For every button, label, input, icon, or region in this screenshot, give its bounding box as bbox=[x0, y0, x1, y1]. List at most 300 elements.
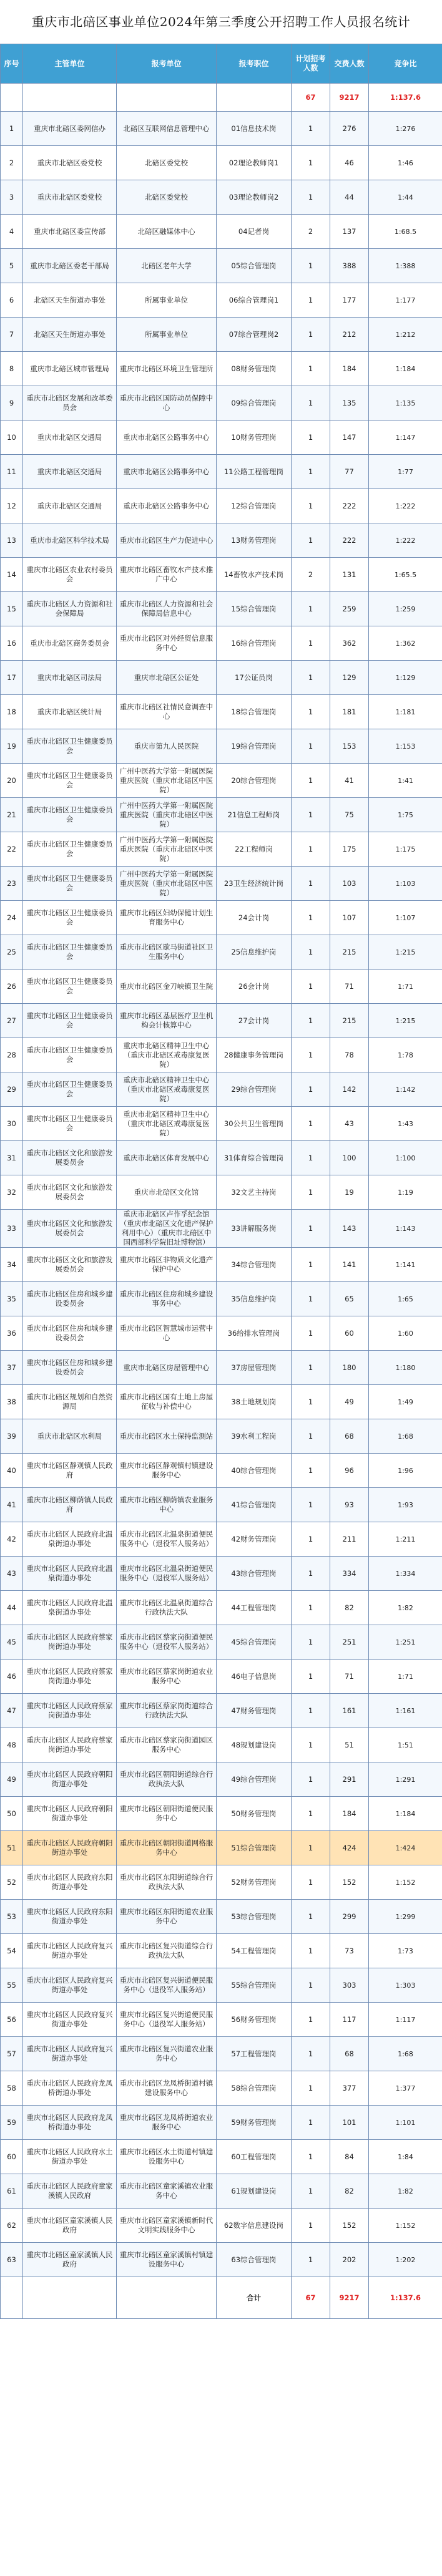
cell-post: 55综合管理岗 bbox=[217, 1968, 292, 2003]
cell-unit: 重庆市北碚区房屋管理中心 bbox=[117, 1351, 217, 1385]
cell-post: 39水利工程岗 bbox=[217, 1419, 292, 1454]
cell-plan: 1 bbox=[292, 2243, 330, 2277]
table-row bbox=[1, 1282, 442, 1316]
cell-plan: 1 bbox=[292, 2209, 330, 2243]
cell-seq: 44 bbox=[1, 1591, 23, 1625]
cell-unit: 重庆市北碚区复兴街道便民服务中心（退役军人服务站） bbox=[117, 1968, 217, 2003]
cell-seq: 58 bbox=[1, 2071, 23, 2106]
cell-dept: 重庆市北碚区柳荫镇人民政府 bbox=[23, 1488, 117, 1522]
total-plan: 67 bbox=[292, 2277, 330, 2319]
cell-ratio: 1:51 bbox=[369, 1728, 442, 1762]
cell-post: 15综合管理岗 bbox=[217, 592, 292, 626]
cell-plan: 1 bbox=[292, 455, 330, 489]
cell-ratio: 1:299 bbox=[369, 1900, 442, 1934]
cell-ratio: 1:177 bbox=[369, 283, 442, 318]
table-row bbox=[1, 1694, 442, 1728]
cell-paid: 43 bbox=[330, 1107, 369, 1141]
cell-seq: 54 bbox=[1, 1934, 23, 1968]
total-ratio: 1:137.6 bbox=[369, 2277, 442, 2319]
table-row bbox=[1, 1934, 442, 1968]
cell-dept: 重庆市北碚区人民政府朝阳街道办事处 bbox=[23, 1831, 117, 1865]
cell-seq: 38 bbox=[1, 1385, 23, 1419]
cell-ratio: 1:175 bbox=[369, 832, 442, 867]
cell-unit: 重庆市北碚区生产力促进中心 bbox=[117, 523, 217, 558]
cell-post: 44工程管理岗 bbox=[217, 1591, 292, 1625]
cell-post: 40综合管理岗 bbox=[217, 1454, 292, 1488]
cell-unit: 重庆市北碚区水土街道村镇建设服务中心 bbox=[117, 2140, 217, 2174]
table-row bbox=[1, 1660, 442, 1694]
cell-dept: 重庆市北碚区人民政府龙凤桥街道办事处 bbox=[23, 2106, 117, 2140]
cell-ratio: 1:82 bbox=[369, 1591, 442, 1625]
cell-unit: 重庆市北碚区文化馆 bbox=[117, 1175, 217, 1210]
cell-unit: 重庆市北碚区北温泉街道便民服务中心（退役军人服务站） bbox=[117, 1522, 217, 1557]
cell-post: 14畜牧水产技术岗 bbox=[217, 558, 292, 592]
cell-paid: 100 bbox=[330, 1141, 369, 1175]
cell-dept: 重庆市北碚区统计局 bbox=[23, 695, 117, 729]
cell-ratio: 1:84 bbox=[369, 2140, 442, 2174]
cell-paid: 180 bbox=[330, 1351, 369, 1385]
cell-paid: 135 bbox=[330, 386, 369, 420]
cell-dept: 北碚区天生街道办事处 bbox=[23, 283, 117, 318]
registration-table bbox=[0, 44, 442, 2319]
cell-unit: 所属事业单位 bbox=[117, 318, 217, 352]
cell-unit: 北碚区委党校 bbox=[117, 180, 217, 215]
header-unit: 报考单位 bbox=[117, 44, 217, 84]
cell-unit: 重庆市北碚区朝阳街道综合行政执法大队 bbox=[117, 1762, 217, 1797]
table-row bbox=[1, 558, 442, 592]
cell-dept: 重庆市北碚区委网信办 bbox=[23, 112, 117, 146]
cell-unit: 重庆市北碚区蔡家岗街道园区服务中心 bbox=[117, 1728, 217, 1762]
cell-post: 37房屋管理岗 bbox=[217, 1351, 292, 1385]
cell-dept: 重庆市北碚区住房和城乡建设委员会 bbox=[23, 1282, 117, 1316]
cell-unit: 重庆市北碚区住房和城乡建设事务中心 bbox=[117, 1282, 217, 1316]
cell-post: 17公证员岗 bbox=[217, 661, 292, 695]
cell-seq: 7 bbox=[1, 318, 23, 352]
cell-unit: 重庆市北碚区妇幼保健计划生育服务中心 bbox=[117, 901, 217, 935]
cell-ratio: 1:184 bbox=[369, 1797, 442, 1831]
cell-ratio: 1:141 bbox=[369, 1248, 442, 1282]
cell-unit: 重庆市北碚区龙凤桥街道农业服务中心 bbox=[117, 2106, 217, 2140]
cell-seq: 28 bbox=[1, 1038, 23, 1072]
cell-ratio: 1:68 bbox=[369, 1419, 442, 1454]
cell-unit: 重庆市北碚区人力资源和社会保障局信息中心 bbox=[117, 592, 217, 626]
cell-post: 45综合管理岗 bbox=[217, 1625, 292, 1660]
table-row bbox=[1, 661, 442, 695]
cell-post: 63综合管理岗 bbox=[217, 2243, 292, 2277]
cell-plan: 1 bbox=[292, 901, 330, 935]
cell-paid: 82 bbox=[330, 2174, 369, 2209]
cell-post: 07综合管理岗2 bbox=[217, 318, 292, 352]
cell-plan: 1 bbox=[292, 1107, 330, 1141]
cell-ratio: 1:43 bbox=[369, 1107, 442, 1141]
cell-unit: 重庆市北碚区童家溪镇新时代文明实践服务中心 bbox=[117, 2209, 217, 2243]
table-row bbox=[1, 2140, 442, 2174]
cell-post: 46电子信息岗 bbox=[217, 1660, 292, 1694]
cell-post: 57工程管理岗 bbox=[217, 2037, 292, 2071]
cell-post: 35信息维护岗 bbox=[217, 1282, 292, 1316]
table-row bbox=[1, 970, 442, 1004]
cell-dept: 重庆市北碚区商务委员会 bbox=[23, 626, 117, 661]
cell-unit: 重庆市北碚区复兴街道农业服务中心 bbox=[117, 2037, 217, 2071]
cell-dept: 重庆市北碚区人民政府朝阳街道办事处 bbox=[23, 1797, 117, 1831]
cell-seq: 60 bbox=[1, 2140, 23, 2174]
cell-ratio: 1:73 bbox=[369, 1934, 442, 1968]
cell-paid: 259 bbox=[330, 592, 369, 626]
header-ratio: 竞争比 bbox=[369, 44, 442, 84]
cell-paid: 77 bbox=[330, 455, 369, 489]
cell-ratio: 1:135 bbox=[369, 386, 442, 420]
cell-seq: 37 bbox=[1, 1351, 23, 1385]
cell-ratio: 1:68.5 bbox=[369, 215, 442, 249]
table-row bbox=[1, 1591, 442, 1625]
cell-unit: 北碚区融媒体中心 bbox=[117, 215, 217, 249]
cell-seq: 19 bbox=[1, 729, 23, 764]
cell-unit: 重庆市北碚区公路事务中心 bbox=[117, 455, 217, 489]
table-row bbox=[1, 1488, 442, 1522]
cell-ratio: 1:291 bbox=[369, 1762, 442, 1797]
cell-unit: 重庆市北碚区体育发展中心 bbox=[117, 1141, 217, 1175]
cell-dept: 重庆市北碚区人民政府北温泉街道办事处 bbox=[23, 1591, 117, 1625]
cell-paid: 46 bbox=[330, 146, 369, 180]
cell-post: 56财务管理岗 bbox=[217, 2003, 292, 2037]
cell-plan: 1 bbox=[292, 1522, 330, 1557]
table-row bbox=[1, 626, 442, 661]
cell-paid: 73 bbox=[330, 1934, 369, 1968]
cell-seq: 9 bbox=[1, 386, 23, 420]
cell-unit: 重庆市北碚区非物质文化遗产保护中心 bbox=[117, 1248, 217, 1282]
cell-ratio: 1:129 bbox=[369, 661, 442, 695]
cell-ratio: 1:211 bbox=[369, 1522, 442, 1557]
cell-unit: 广州中医药大学第一附属医院重庆医院（重庆市北碚区中医院） bbox=[117, 867, 217, 901]
cell-ratio: 1:117 bbox=[369, 2003, 442, 2037]
cell-plan: 1 bbox=[292, 249, 330, 283]
cell-unit: 广州中医药大学第一附属医院重庆医院（重庆市北碚区中医院） bbox=[117, 764, 217, 798]
cell-ratio: 1:215 bbox=[369, 1004, 442, 1038]
cell-paid: 152 bbox=[330, 1865, 369, 1900]
cell-seq: 61 bbox=[1, 2174, 23, 2209]
cell-plan: 1 bbox=[292, 832, 330, 867]
cell-dept: 重庆市北碚区卫生健康委员会 bbox=[23, 867, 117, 901]
cell-seq: 10 bbox=[1, 420, 23, 455]
cell-seq: 4 bbox=[1, 215, 23, 249]
cell-paid: 129 bbox=[330, 661, 369, 695]
cell-dept: 重庆市北碚区人民政府蔡家岗街道办事处 bbox=[23, 1694, 117, 1728]
table-row bbox=[1, 2243, 442, 2277]
table-row bbox=[1, 2037, 442, 2071]
table-row bbox=[1, 592, 442, 626]
cell-seq: 8 bbox=[1, 352, 23, 386]
summary-ratio: 1:137.6 bbox=[369, 84, 442, 112]
cell-paid: 68 bbox=[330, 2037, 369, 2071]
cell-dept: 重庆市北碚区交通局 bbox=[23, 455, 117, 489]
cell-paid: 161 bbox=[330, 1694, 369, 1728]
cell-seq: 46 bbox=[1, 1660, 23, 1694]
cell-post: 59财务管理岗 bbox=[217, 2106, 292, 2140]
summary-empty-dept bbox=[23, 84, 117, 112]
cell-ratio: 1:215 bbox=[369, 935, 442, 970]
cell-paid: 142 bbox=[330, 1072, 369, 1107]
cell-dept: 重庆市北碚区人民政府童家溪镇人民政府 bbox=[23, 2174, 117, 2209]
table-row bbox=[1, 1004, 442, 1038]
cell-post: 38土地规划岗 bbox=[217, 1385, 292, 1419]
cell-plan: 1 bbox=[292, 695, 330, 729]
cell-dept: 重庆市北碚区人民政府复兴街道办事处 bbox=[23, 1934, 117, 1968]
cell-seq: 63 bbox=[1, 2243, 23, 2277]
cell-plan: 1 bbox=[292, 729, 330, 764]
cell-seq: 50 bbox=[1, 1797, 23, 1831]
cell-plan: 1 bbox=[292, 1038, 330, 1072]
cell-post: 08财务管理岗 bbox=[217, 352, 292, 386]
cell-ratio: 1:46 bbox=[369, 146, 442, 180]
cell-ratio: 1:202 bbox=[369, 2243, 442, 2277]
cell-plan: 1 bbox=[292, 1728, 330, 1762]
cell-plan: 1 bbox=[292, 1968, 330, 2003]
cell-plan: 1 bbox=[292, 352, 330, 386]
page-title: 重庆市北碚区事业单位2024年第三季度公开招聘工作人员报名统计 bbox=[31, 14, 411, 29]
table-row bbox=[1, 180, 442, 215]
cell-ratio: 1:143 bbox=[369, 1210, 442, 1248]
cell-paid: 424 bbox=[330, 1831, 369, 1865]
cell-plan: 1 bbox=[292, 798, 330, 832]
cell-ratio: 1:103 bbox=[369, 867, 442, 901]
total-empty-unit bbox=[117, 2277, 217, 2319]
cell-paid: 215 bbox=[330, 1004, 369, 1038]
cell-ratio: 1:60 bbox=[369, 1316, 442, 1351]
cell-dept: 重庆市北碚区人民政府蔡家岗街道办事处 bbox=[23, 1728, 117, 1762]
cell-plan: 1 bbox=[292, 318, 330, 352]
cell-seq: 40 bbox=[1, 1454, 23, 1488]
cell-dept: 重庆市北碚区静观镇人民政府 bbox=[23, 1454, 117, 1488]
cell-ratio: 1:41 bbox=[369, 764, 442, 798]
cell-post: 62数字信息建设岗 bbox=[217, 2209, 292, 2243]
cell-ratio: 1:362 bbox=[369, 626, 442, 661]
summary-row bbox=[1, 84, 442, 112]
cell-seq: 49 bbox=[1, 1762, 23, 1797]
cell-dept: 重庆市北碚区卫生健康委员会 bbox=[23, 1107, 117, 1141]
cell-plan: 1 bbox=[292, 2037, 330, 2071]
cell-post: 23卫生经济统计岗 bbox=[217, 867, 292, 901]
cell-plan: 1 bbox=[292, 1660, 330, 1694]
cell-plan: 2 bbox=[292, 215, 330, 249]
table-row bbox=[1, 249, 442, 283]
cell-unit: 重庆市北碚区环境卫生管理所 bbox=[117, 352, 217, 386]
cell-post: 34综合管理岗 bbox=[217, 1248, 292, 1282]
table-row bbox=[1, 1072, 442, 1107]
cell-post: 05综合管理岗 bbox=[217, 249, 292, 283]
cell-paid: 299 bbox=[330, 1900, 369, 1934]
cell-seq: 12 bbox=[1, 489, 23, 523]
cell-unit: 重庆市北碚区蔡家岗街道便民服务中心（退役军人服务站） bbox=[117, 1625, 217, 1660]
cell-plan: 1 bbox=[292, 420, 330, 455]
cell-post: 21信息工程师岗 bbox=[217, 798, 292, 832]
cell-post: 22工程师岗 bbox=[217, 832, 292, 867]
cell-ratio: 1:68 bbox=[369, 2037, 442, 2071]
cell-ratio: 1:303 bbox=[369, 1968, 442, 2003]
cell-ratio: 1:222 bbox=[369, 489, 442, 523]
cell-plan: 1 bbox=[292, 1282, 330, 1316]
table-row bbox=[1, 1728, 442, 1762]
cell-dept: 重庆市北碚区司法局 bbox=[23, 661, 117, 695]
cell-unit: 重庆市北碚区公证处 bbox=[117, 661, 217, 695]
cell-dept: 重庆市北碚区人民政府复兴街道办事处 bbox=[23, 1968, 117, 2003]
table-row bbox=[1, 420, 442, 455]
cell-ratio: 1:334 bbox=[369, 1557, 442, 1591]
cell-unit: 重庆市北碚区蔡家岗街道农业服务中心 bbox=[117, 1660, 217, 1694]
cell-paid: 181 bbox=[330, 695, 369, 729]
cell-post: 60工程管理岗 bbox=[217, 2140, 292, 2174]
cell-unit: 北碚区老年大学 bbox=[117, 249, 217, 283]
cell-plan: 1 bbox=[292, 146, 330, 180]
cell-paid: 84 bbox=[330, 2140, 369, 2174]
cell-paid: 153 bbox=[330, 729, 369, 764]
cell-seq: 41 bbox=[1, 1488, 23, 1522]
total-empty-dept bbox=[23, 2277, 117, 2319]
cell-seq: 5 bbox=[1, 249, 23, 283]
cell-ratio: 1:147 bbox=[369, 420, 442, 455]
table-row bbox=[1, 1107, 442, 1141]
table-row bbox=[1, 489, 442, 523]
cell-seq: 26 bbox=[1, 970, 23, 1004]
cell-post: 16综合管理岗 bbox=[217, 626, 292, 661]
cell-plan: 1 bbox=[292, 112, 330, 146]
cell-seq: 57 bbox=[1, 2037, 23, 2071]
cell-plan: 1 bbox=[292, 180, 330, 215]
table-row bbox=[1, 2003, 442, 2037]
table-row bbox=[1, 764, 442, 798]
cell-plan: 1 bbox=[292, 935, 330, 970]
table-row bbox=[1, 1210, 442, 1248]
table-row bbox=[1, 2209, 442, 2243]
cell-post: 53综合管理岗 bbox=[217, 1900, 292, 1934]
cell-seq: 42 bbox=[1, 1522, 23, 1557]
cell-ratio: 1:377 bbox=[369, 2071, 442, 2106]
cell-paid: 362 bbox=[330, 626, 369, 661]
cell-post: 10财务管理岗 bbox=[217, 420, 292, 455]
cell-paid: 19 bbox=[330, 1175, 369, 1210]
cell-post: 33讲解服务岗 bbox=[217, 1210, 292, 1248]
header-post: 报考职位 bbox=[217, 44, 292, 84]
cell-unit: 重庆市北碚区智慧城市运营中心 bbox=[117, 1316, 217, 1351]
cell-plan: 1 bbox=[292, 1351, 330, 1385]
cell-ratio: 1:107 bbox=[369, 901, 442, 935]
cell-seq: 32 bbox=[1, 1175, 23, 1210]
cell-post: 28健康事务管理岗 bbox=[217, 1038, 292, 1072]
cell-ratio: 1:96 bbox=[369, 1454, 442, 1488]
table-row bbox=[1, 1175, 442, 1210]
cell-plan: 1 bbox=[292, 1072, 330, 1107]
table-row bbox=[1, 1385, 442, 1419]
cell-post: 13财务管理岗 bbox=[217, 523, 292, 558]
cell-post: 02理论教师岗1 bbox=[217, 146, 292, 180]
cell-ratio: 1:161 bbox=[369, 1694, 442, 1728]
table-row bbox=[1, 283, 442, 318]
cell-paid: 291 bbox=[330, 1762, 369, 1797]
table-row bbox=[1, 1557, 442, 1591]
cell-ratio: 1:259 bbox=[369, 592, 442, 626]
cell-plan: 1 bbox=[292, 1762, 330, 1797]
table-row bbox=[1, 146, 442, 180]
table-row bbox=[1, 1419, 442, 1454]
cell-ratio: 1:424 bbox=[369, 1831, 442, 1865]
total-paid: 9217 bbox=[330, 2277, 369, 2319]
cell-dept: 重庆市北碚区人民政府蔡家岗街道办事处 bbox=[23, 1625, 117, 1660]
cell-plan: 1 bbox=[292, 867, 330, 901]
cell-post: 32文艺主持岗 bbox=[217, 1175, 292, 1210]
table-row bbox=[1, 1968, 442, 2003]
cell-ratio: 1:222 bbox=[369, 523, 442, 558]
cell-unit: 重庆市北碚区朝阳街道便民服务中心 bbox=[117, 1797, 217, 1831]
cell-plan: 1 bbox=[292, 1488, 330, 1522]
table-row bbox=[1, 386, 442, 420]
cell-dept: 重庆市北碚区农业农村委员会 bbox=[23, 558, 117, 592]
table-row bbox=[1, 523, 442, 558]
cell-dept: 重庆市北碚区住房和城乡建设委员会 bbox=[23, 1316, 117, 1351]
cell-paid: 177 bbox=[330, 283, 369, 318]
cell-seq: 36 bbox=[1, 1316, 23, 1351]
cell-seq: 23 bbox=[1, 867, 23, 901]
cell-ratio: 1:100 bbox=[369, 1141, 442, 1175]
table-row bbox=[1, 1522, 442, 1557]
table-row bbox=[1, 1831, 442, 1865]
cell-paid: 137 bbox=[330, 215, 369, 249]
cell-seq: 47 bbox=[1, 1694, 23, 1728]
cell-seq: 13 bbox=[1, 523, 23, 558]
cell-seq: 33 bbox=[1, 1210, 23, 1248]
cell-unit: 重庆市北碚区精神卫生中心（重庆市北碚区戒毒康复医院） bbox=[117, 1107, 217, 1141]
cell-ratio: 1:71 bbox=[369, 1660, 442, 1694]
cell-plan: 1 bbox=[292, 1419, 330, 1454]
cell-plan: 2 bbox=[292, 558, 330, 592]
cell-unit: 广州中医药大学第一附属医院重庆医院（重庆市北碚区中医院） bbox=[117, 832, 217, 867]
cell-plan: 1 bbox=[292, 970, 330, 1004]
cell-paid: 202 bbox=[330, 2243, 369, 2277]
cell-unit: 广州中医药大学第一附属医院重庆医院（重庆市北碚区中医院） bbox=[117, 798, 217, 832]
cell-ratio: 1:180 bbox=[369, 1351, 442, 1385]
cell-plan: 1 bbox=[292, 1694, 330, 1728]
cell-paid: 175 bbox=[330, 832, 369, 867]
cell-unit: 重庆市北碚区精神卫生中心（重庆市北碚区戒毒康复医院） bbox=[117, 1072, 217, 1107]
cell-seq: 35 bbox=[1, 1282, 23, 1316]
cell-ratio: 1:212 bbox=[369, 318, 442, 352]
cell-unit: 重庆市北碚区童家溪镇农业服务中心 bbox=[117, 2174, 217, 2209]
total-label: 合计 bbox=[217, 2277, 292, 2319]
cell-seq: 22 bbox=[1, 832, 23, 867]
cell-post: 31体育综合管理岗 bbox=[217, 1141, 292, 1175]
cell-plan: 1 bbox=[292, 1141, 330, 1175]
table-row bbox=[1, 1900, 442, 1934]
cell-post: 41综合管理岗 bbox=[217, 1488, 292, 1522]
cell-unit: 重庆市北碚区歇马街道社区卫生服务中心 bbox=[117, 935, 217, 970]
cell-plan: 1 bbox=[292, 2071, 330, 2106]
cell-plan: 1 bbox=[292, 1248, 330, 1282]
cell-paid: 117 bbox=[330, 2003, 369, 2037]
cell-dept: 重庆市北碚区文化和旅游发展委员会 bbox=[23, 1210, 117, 1248]
cell-plan: 1 bbox=[292, 1865, 330, 1900]
cell-dept: 重庆市北碚区人民政府龙凤桥街道办事处 bbox=[23, 2071, 117, 2106]
cell-post: 58综合管理岗 bbox=[217, 2071, 292, 2106]
cell-paid: 276 bbox=[330, 112, 369, 146]
cell-plan: 1 bbox=[292, 1385, 330, 1419]
cell-paid: 75 bbox=[330, 798, 369, 832]
cell-unit: 重庆市北碚区北温泉街道综合行政执法大队 bbox=[117, 1591, 217, 1625]
summary-empty-seq bbox=[1, 84, 23, 112]
cell-post: 06综合管理岗1 bbox=[217, 283, 292, 318]
cell-paid: 222 bbox=[330, 489, 369, 523]
cell-plan: 1 bbox=[292, 1591, 330, 1625]
cell-seq: 48 bbox=[1, 1728, 23, 1762]
cell-seq: 27 bbox=[1, 1004, 23, 1038]
cell-post: 36给排水管理岗 bbox=[217, 1316, 292, 1351]
